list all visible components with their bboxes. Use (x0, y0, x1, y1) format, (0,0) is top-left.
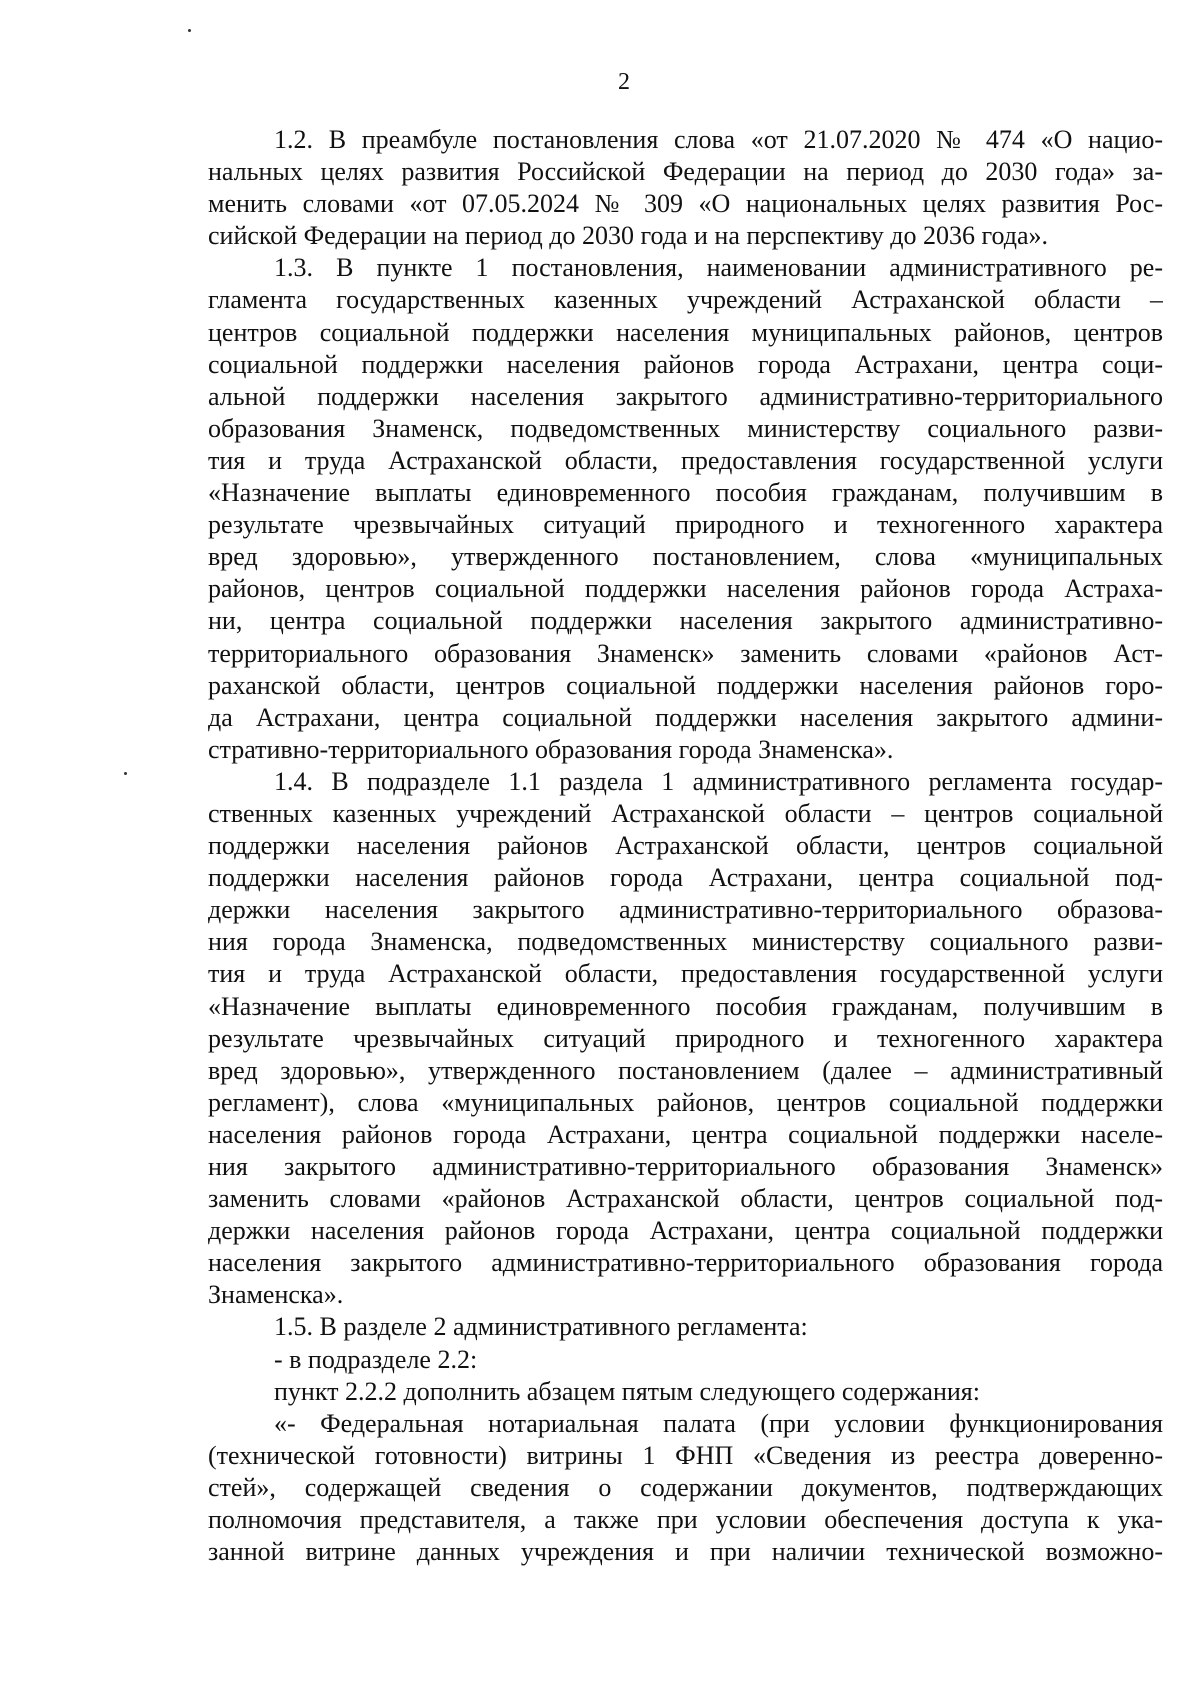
text-line: держки населения районов города Астрахани, центра социальной поддержки (208, 1216, 1163, 1246)
text-line: тия и труда Астраханской области, предоставления государственной услуги (208, 959, 1163, 989)
text-line: населения закрытого административно-территориального образования города (208, 1248, 1163, 1278)
text-line: поддержки населения районов Астраханской области, центров социальной (208, 831, 1163, 861)
text-line: да Астрахани, центра социальной поддержки населения закрытого админи- (208, 702, 1163, 732)
text-line: ни, центра социальной поддержки населения закрытого административно- (208, 606, 1163, 636)
text-line: стративно-территориального образования города Знаменска». (208, 734, 894, 764)
text-line: пункт 2.2.2 дополнить абзацем пятым следующего содержания: (274, 1376, 980, 1406)
text-line: 1.3. В пункте 1 постановления, наименовании административного ре- (274, 253, 1163, 283)
text-line: «Назначение выплаты единовременного пособия гражданам, получившим в (208, 991, 1163, 1021)
text-line: альной поддержки населения закрытого административно-территориального (208, 381, 1163, 411)
text-line: - в подразделе 2.2: (274, 1344, 478, 1374)
text-line: территориального образования Знаменск» заменить словами «районов Аст- (208, 638, 1163, 668)
text-line: раханской области, центров социальной поддержки населения районов горо- (208, 670, 1163, 700)
scan-speck (124, 772, 127, 775)
text-line: гламента государственных казенных учреждений Астраханской области – (208, 285, 1163, 315)
text-line: тия и труда Астраханской области, предоставления государственной услуги (208, 445, 1163, 475)
text-line: регламент), слова «муниципальных районов, центров социальной поддержки (208, 1087, 1163, 1117)
text-line: «- Федеральная нотариальная палата (при условии функционирования (274, 1408, 1163, 1438)
text-line: менить словами «от 07.05.2024 № 309 «О национальных целях развития Рос- (208, 189, 1163, 219)
text-line: держки населения закрытого административно-территориального образова- (208, 895, 1163, 925)
text-line: ния закрытого административно-территориального образования Знаменск» (208, 1152, 1163, 1181)
text-line: стей», содержащей сведения о содержании документов, подтверждающих (208, 1472, 1163, 1502)
text-line: ния города Знаменска, подведомственных министерству социального разви- (208, 927, 1163, 957)
text-line: районов, центров социальной поддержки населения районов города Астраха- (208, 574, 1163, 604)
text-line: образования Знаменск, подведомственных министерству социального разви- (208, 413, 1163, 443)
text-line: ственных казенных учреждений Астраханской области – центров социальной (208, 798, 1163, 828)
scan-speck (188, 29, 191, 32)
text-line: Знаменска». (208, 1280, 344, 1310)
text-line: социальной поддержки населения районов города Астрахани, центра соци- (208, 349, 1163, 379)
text-line: населения районов города Астрахани, центра социальной поддержки населе- (208, 1119, 1163, 1149)
text-line: вред здоровью», утвержденного постановлением (далее – административный (208, 1055, 1163, 1085)
text-line: результате чрезвычайных ситуаций природного и техногенного характера (208, 510, 1163, 540)
text-line: поддержки населения районов города Астрахани, центра социальной под- (208, 863, 1163, 893)
document-body (208, 124, 1163, 1568)
text-line: заменить словами «районов Астраханской области, центров социальной под- (208, 1184, 1163, 1214)
text-line: полномочия представителя, а также при условии обеспечения доступа к ука- (208, 1505, 1163, 1535)
text-line: «Назначение выплаты единовременного пособия гражданам, получившим в (208, 478, 1163, 508)
text-line: сийской Федерации на период до 2030 года и на перспективу до 2036 года». (208, 221, 1049, 251)
text-line: нальных целях развития Российской Федерации на период до 2030 года» за- (208, 157, 1163, 187)
text-line: вред здоровью», утвержденного постановлением, слова «муниципальных (208, 542, 1163, 572)
text-line: (технической готовности) витрины 1 ФНП «Сведения из реестра доверенно- (208, 1440, 1163, 1470)
text-line: результате чрезвычайных ситуаций природного и техногенного характера (208, 1023, 1163, 1053)
text-line: центров социальной поддержки населения муниципальных районов, центров (208, 317, 1163, 347)
text-line: 1.2. В преамбуле постановления слова «от 21.07.2020 № 474 «О нацио- (274, 125, 1163, 154)
text-line: 1.5. В разделе 2 административного регламента: (274, 1312, 808, 1342)
text-line: 1.4. В подразделе 1.1 раздела 1 административного регламента государ- (274, 766, 1163, 796)
text-line: занной витрине данных учреждения и при наличии технической возможно- (208, 1537, 1163, 1567)
page-number: 2 (618, 69, 630, 95)
